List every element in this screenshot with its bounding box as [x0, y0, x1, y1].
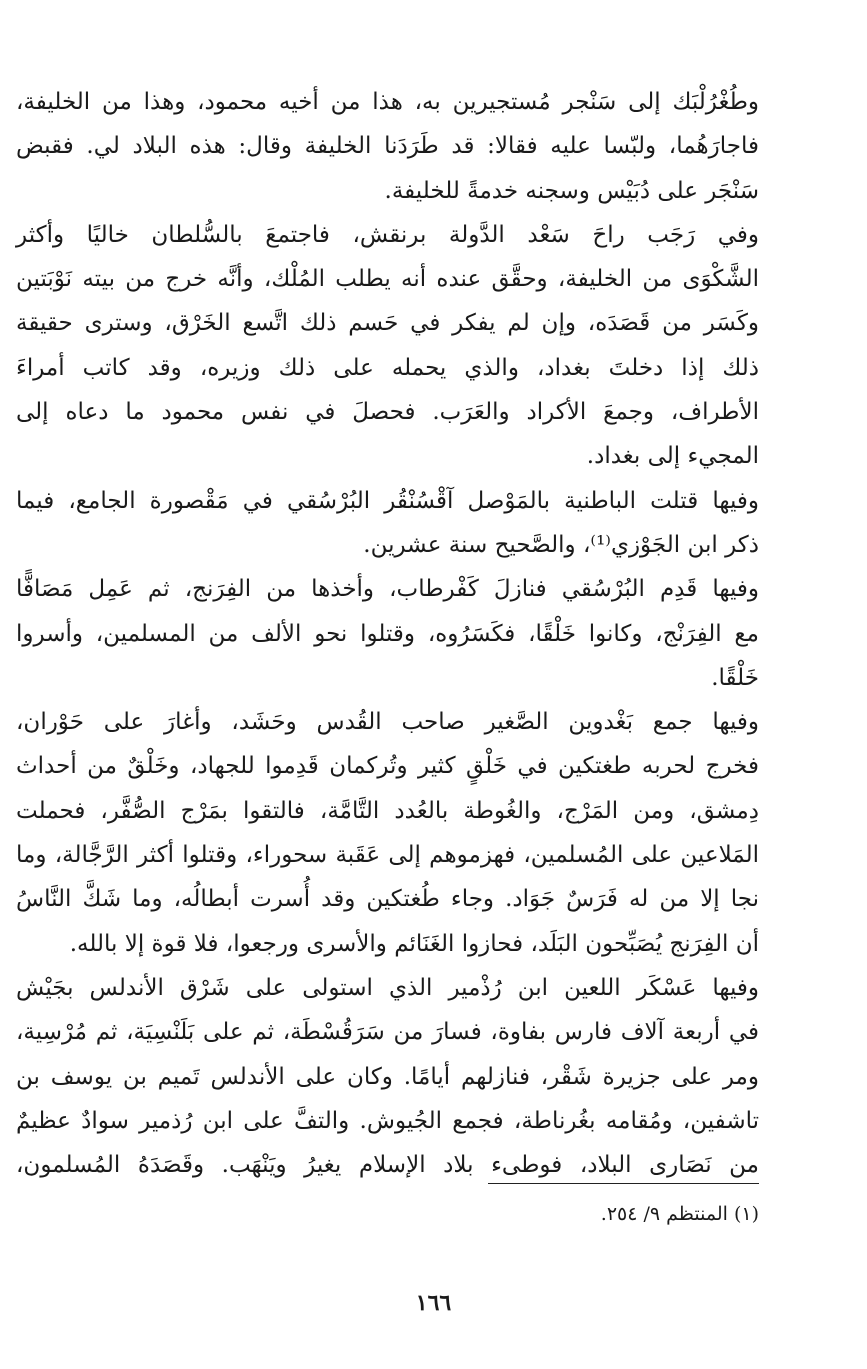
- text-line: أن الفِرَنج يُصَبِّحون البَلَد، فحازوا الغَنَائم والأسرى ورجعوا، فلا قوة إلا بالله.: [69, 930, 759, 957]
- paragraph-3: [16, 479, 759, 568]
- text-line: دِمشق، ومن المَرْج، والغُوطة بالعُدد التَّامَّة، فالتقوا بمَرْج الصُّفَّر، فحملت: [16, 797, 759, 824]
- text-line: المَلاعين على المُسلمين، فهزموهم إلى عَقَبة سحوراء، وقتلوا أكثر الرَّجَّالة، وما: [16, 842, 759, 869]
- paragraph-2: [16, 213, 759, 479]
- page-number: ١٦٦: [415, 1290, 452, 1316]
- paragraph-5: [16, 700, 759, 966]
- text-line: ذلك إذا دخلتَ بغداد، والذي يحمله على ذلك وزيره، وقد كاتب أمراءَ: [16, 354, 759, 381]
- text-line: وفيها عَسْكَر اللعين ابن رُذْمير الذي استولى على شَرْق الأندلس بجَيْش: [16, 974, 759, 1001]
- text-line: فخرج لحربه طغتكين في خَلْقٍ كثير وتُركمان قَدِموا للجهاد، وخَلْقٌ من أحداث: [16, 753, 760, 780]
- text-line: فاجارَهُما، ولبّسا عليه فقالا: قد طَرَدَنا الخليفة وقال: هذه البلاد لي. فقبض: [16, 133, 759, 160]
- text-line: مع الفِرَنْج، وكانوا خَلْقًا، فكَسَرُوه، وقتلوا نحو الألف من المسلمين، وأسروا: [16, 620, 759, 647]
- main-text: [16, 80, 759, 1187]
- text-line: الشَّكْوَى من الخليفة، وحقَّق عنده أنه يطلب المُلْك، وأنَّه خرج من بيته نَوْبَتين: [16, 266, 759, 293]
- paragraph-4: [16, 567, 759, 700]
- paragraph-1: [16, 80, 759, 213]
- text-line: وفي رَجَب راحَ سَعْد الدَّولة برنقش، فاجتمعَ بالسُّلطان خاليًا وأكثر: [16, 221, 759, 248]
- text-line: تاشفين، ومُقامه بغُرناطة، فجمع الجُيوش. والتفَّ على ابن رُذمير سوادٌ عظيمٌ: [16, 1107, 759, 1134]
- text-line: في أربعة آلاف فارس بفاوة، فسارَ من سَرَقُسْطَة، ثم على بَلَنْسِيَة، ثم مُرْسِية،: [16, 1019, 759, 1046]
- footnote-divider: [488, 1183, 759, 1184]
- text-line: وطُغْرُلْبَك إلى سَنْجر مُستجيرين به، هذا من أخيه محمود، وهذا من الخليفة،: [16, 89, 759, 115]
- text-line: خَلْقًا.: [711, 664, 759, 691]
- text-line: من نَصَارى البلاد، فوطىء بلاد الإسلام يغيرُ ويَنْهَب. وقَصَدَهُ المُسلمون،: [16, 1152, 759, 1179]
- footnote: (١) المنتظم ٩/ ٢٥٤.: [600, 1203, 759, 1225]
- text-line: وفيها جمع بَغْدوين الصَّغير صاحب القُدس وحَشَد، وأغارَ على حَوْران،: [16, 709, 759, 736]
- text-line: ذكر ابن الجَوْزي⁽¹⁾، والصَّحيح سنة عشرين.: [363, 531, 759, 558]
- text-line: وفيها قتلت الباطنية بالمَوْصل آقْسُنْقُر البُرْسُقي في مَقْصورة الجامع، فيما: [16, 487, 759, 514]
- text-line: سَنْجَر على دُبَيْس وسجنه خدمةً للخليفة.: [384, 177, 759, 204]
- text-line: وكَسَر من قَصَدَه، وإن لم يفكر في حَسم ذلك اتَّسع الخَرْق، وسترى حقيقة: [16, 310, 759, 337]
- paragraph-6: [16, 966, 759, 1187]
- text-line: المجيء إلى بغداد.: [586, 443, 759, 470]
- text-line: وفيها قَدِم البُرْسُقي فنازلَ كَفْرطاب، وأخذها من الفِرَنج، ثم عَمِل مَصَافًّا: [16, 576, 759, 603]
- text-line: نجا إلا من له فَرَسٌ جَوَاد. وجاء طُغتكين وقد أُسرت أبطالُه، وما شَكَّ النَّاسُ: [16, 886, 759, 913]
- text-line: ومر على جزيرة شَقْر، فنازلهم أيامًا. وكان على الأندلس تَميم بن يوسف بن: [16, 1063, 759, 1090]
- text-line: الأطراف، وجمعَ الأكراد والعَرَب. فحصلَ في نفس محمود ما دعاه إلى: [16, 399, 759, 426]
